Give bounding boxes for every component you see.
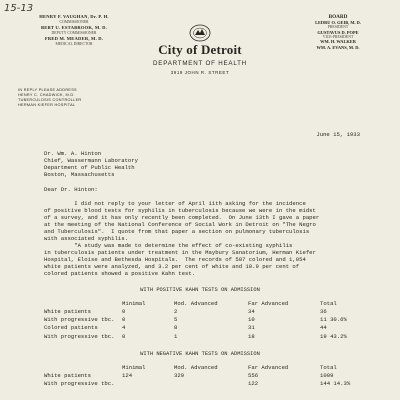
table-header xyxy=(44,363,122,371)
table-cell: 556 xyxy=(248,371,259,379)
board-member-title: PRESIDENT xyxy=(327,25,349,30)
text-line: at the meeting of the National Conference of Social Work in Detroit on "The Negro xyxy=(44,221,316,228)
official-name: BERT U. ESTABROOK, M. D. xyxy=(41,25,107,30)
official-title: MEDICAL DIRECTOR xyxy=(55,41,93,46)
official-title: DEPUTY COMMISSIONER xyxy=(51,30,97,35)
paragraph-1 xyxy=(44,200,319,242)
official-name: FRED M. MEADER, M. D. xyxy=(44,36,104,41)
table-header: Minimal xyxy=(122,363,146,371)
table-cell: 144 14.3% xyxy=(320,380,351,388)
table-cell: 5 xyxy=(174,316,178,324)
text-line: with associated syphilis. xyxy=(44,235,128,242)
addressee-line: Department of Public Health xyxy=(44,164,135,171)
text-line: in tuberculosis patients under treatment in the Maybury Sanatorium, Herman Kiefer xyxy=(44,249,316,256)
table-row xyxy=(44,307,360,315)
table-cell: With progressive tbc. xyxy=(44,316,115,324)
text-line: of positive blood tests for syphilis in tuberculosis because we were in the midst xyxy=(44,207,316,214)
table-cell: 34 xyxy=(248,307,255,315)
city-seal-icon xyxy=(189,24,211,42)
letter-date: June 15, 1933 xyxy=(316,131,360,138)
addressee-line: Dr. Wm. A. Hinton xyxy=(44,150,102,157)
table-row xyxy=(44,332,360,340)
table-cell: 2 xyxy=(174,307,178,315)
board-member: LEDRU O. GEIB, M. D. xyxy=(315,20,361,25)
reply-address-block xyxy=(18,88,128,108)
addressee-line: Chief, Wassermann Laboratory xyxy=(44,157,138,164)
table-header-row xyxy=(44,363,360,371)
reply-line: HERMAN KIEFER HOSPITAL xyxy=(18,103,76,107)
table-cell: 8 xyxy=(174,324,178,332)
table-negative-title: WITH NEGATIVE KAHN TESTS ON ADMISSION xyxy=(140,351,260,357)
table-cell: 18 xyxy=(248,332,255,340)
table-cell: 122 xyxy=(248,380,259,388)
reply-line: IN REPLY PLEASE ADDRESS xyxy=(18,88,77,92)
table-row xyxy=(44,324,360,332)
table-row xyxy=(44,379,360,387)
paragraph-2 xyxy=(44,242,316,277)
table-header-row xyxy=(44,299,360,307)
table-cell: 44 xyxy=(320,324,327,332)
table-header xyxy=(44,299,122,307)
table-header: Mod. Advanced xyxy=(174,299,218,307)
table-cell: 1009 xyxy=(320,371,334,379)
table-header: Minimal xyxy=(122,299,146,307)
table-positive xyxy=(44,299,360,341)
board-member-title: VICE-PRESIDENT xyxy=(322,35,354,40)
table-positive-title: WITH POSITIVE KAHN TESTS ON ADMISSION xyxy=(140,287,260,293)
table-row xyxy=(44,371,360,379)
table-cell: 0 xyxy=(122,307,126,315)
official xyxy=(14,14,134,24)
addressee-block xyxy=(44,150,138,178)
table-cell xyxy=(122,379,174,387)
text-line: I did not reply to your letter of April 11th asking for the incidence xyxy=(44,200,306,207)
table-cell: 36 xyxy=(320,307,327,315)
table-cell: With progressive tbc. xyxy=(44,380,115,388)
text-line: and Tuberculosis". I quote from that paper a section on pulmonary tuberculosis xyxy=(44,228,310,235)
table-cell: 19 43.2% xyxy=(320,332,347,340)
table-row xyxy=(44,315,360,323)
text-line: Hospital, Eloise and Bethesda Hospitals. The records of 507 colored and 1,054 xyxy=(44,256,306,263)
board-member: WM. H. WALKER xyxy=(320,39,356,45)
board-member: GUSTAVUS D. POPE xyxy=(317,29,359,35)
table-cell: 11 30.6% xyxy=(320,316,347,324)
text-line: colored patients showed a positive Kahn test. xyxy=(44,270,196,277)
board-heading: BOARD xyxy=(328,14,348,20)
table-header: Total xyxy=(320,299,337,307)
table-cell: 0 xyxy=(122,332,126,340)
official-name: HENRY F. VAUGHAN, Dr. P. H. xyxy=(39,14,109,19)
text-line: white patients were analyzed, and 3.2 per cent of white and 10.9 per cent of xyxy=(44,263,300,270)
table-cell: 124 xyxy=(122,371,133,379)
table-cell: With progressive tbc. xyxy=(44,332,115,340)
reply-line: TUBERCULOSIS CONTROLLER xyxy=(18,98,82,102)
table-cell: 1 xyxy=(174,332,178,340)
table-header: Mod. Advanced xyxy=(174,363,218,371)
table-cell: 31 xyxy=(248,324,255,332)
table-header: Total xyxy=(320,363,337,371)
letterhead-department: DEPARTMENT OF HEALTH xyxy=(153,60,247,67)
text-line: "A study was made to determine the effect of co-existing syphilis xyxy=(44,242,293,249)
salutation: Dear Dr. Hinton: xyxy=(44,186,98,193)
table-cell: 0 xyxy=(122,316,126,324)
table-cell: 10 xyxy=(248,316,255,324)
board-block xyxy=(290,14,386,50)
table-cell: 4 xyxy=(122,324,126,332)
addressee-line: Boston, Massachusetts xyxy=(44,171,115,178)
table-cell: White patients xyxy=(44,371,91,379)
official xyxy=(14,25,134,35)
letterhead-address: 3919 JOHN R. STREET xyxy=(170,70,230,75)
table-cell: 329 xyxy=(174,371,185,379)
table-negative xyxy=(44,363,360,388)
handwritten-note: 15-13 xyxy=(4,3,34,14)
letterhead-city: City of Detroit xyxy=(158,42,242,57)
text-line: of a survey, and it has only recently been completed. On June 13th I gave a paper xyxy=(44,214,320,221)
table-header: Far Advanced xyxy=(248,363,289,371)
table-header: Far Advanced xyxy=(248,299,289,307)
reply-line: HENRY C. CHADWICK, M.D. xyxy=(18,93,75,97)
official-title: COMMISSIONER xyxy=(59,19,89,24)
table-cell: White patients xyxy=(44,307,91,315)
table-cell xyxy=(174,379,248,387)
board-member: WM. A. EVANS, M. D. xyxy=(316,44,360,50)
table-cell: Colored patients xyxy=(44,324,98,332)
